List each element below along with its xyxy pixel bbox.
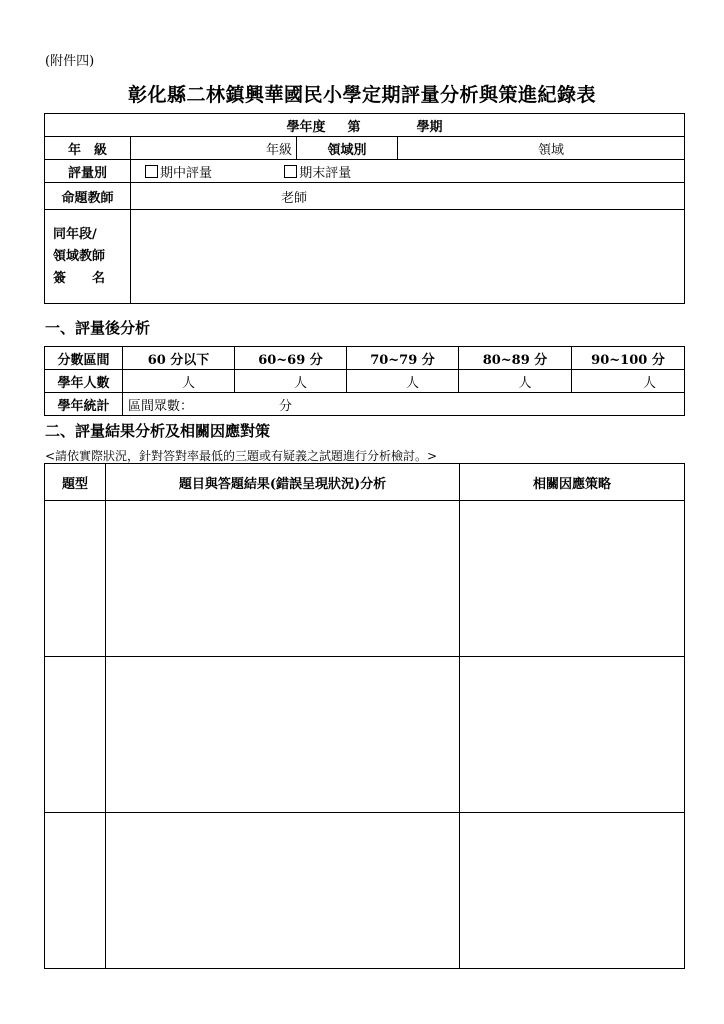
strategy-cell[interactable]: [460, 813, 685, 969]
section2-heading: 二、評量結果分析及相關因應對策: [45, 422, 271, 440]
table-row: [45, 813, 685, 969]
page-title: 彰化縣二林鎮興華國民小學定期評量分析與策進紀錄表: [127, 84, 596, 106]
analysis-table: [44, 463, 685, 969]
stats-field[interactable]: 區間眾數： 分: [123, 393, 685, 416]
range-cell: 80~89 分: [459, 347, 572, 370]
header-table: [44, 113, 685, 304]
table-row: [45, 501, 685, 657]
type-cell[interactable]: [45, 657, 106, 813]
section1-heading: 一、評量後分析: [45, 319, 151, 337]
range-cell: 60~69 分: [235, 347, 347, 370]
type-cell[interactable]: [45, 813, 106, 969]
analysis-cell[interactable]: [106, 657, 460, 813]
people-cell[interactable]: 人: [123, 370, 235, 393]
exam-type-label: 評量別: [45, 160, 131, 183]
stats-label: 學年統計: [45, 393, 123, 416]
people-cell[interactable]: 人: [459, 370, 572, 393]
domain-field[interactable]: 領域: [398, 137, 685, 160]
people-cell[interactable]: 人: [235, 370, 347, 393]
teacher-field[interactable]: 老師: [131, 183, 685, 210]
grade-label: 年 級: [45, 137, 131, 160]
final-checkbox[interactable]: 期末評量: [284, 166, 351, 181]
strategy-cell[interactable]: [460, 657, 685, 813]
school-year-row: 學年度 第 學期: [45, 114, 685, 137]
section2-note: <請依實際狀況，針對答對率最低的三題或有疑義之試題進行分析檢討。>: [45, 449, 438, 463]
column-header-type: 題型: [45, 464, 106, 501]
table-row: [45, 657, 685, 813]
signature-field[interactable]: [131, 210, 685, 304]
grade-field[interactable]: 年級: [131, 137, 297, 160]
strategy-cell[interactable]: [460, 501, 685, 657]
range-cell: 70~79 分: [347, 347, 459, 370]
column-header-strategy: 相關因應策略: [460, 464, 685, 501]
column-header-analysis: 題目與答題結果(錯誤呈現狀況)分析: [106, 464, 460, 501]
attachment-label: (附件四): [45, 54, 95, 69]
domain-label: 領域別: [297, 137, 398, 160]
range-cell: 60 分以下: [123, 347, 235, 370]
signature-label: 同年段/ 領域教師 簽 名: [45, 210, 131, 304]
type-cell[interactable]: [45, 501, 106, 657]
teacher-label: 命題教師: [45, 183, 131, 210]
analysis-cell[interactable]: [106, 501, 460, 657]
people-cell[interactable]: 人: [347, 370, 459, 393]
midterm-checkbox[interactable]: 期中評量: [145, 166, 212, 181]
analysis-cell[interactable]: [106, 813, 460, 969]
score-table: [44, 346, 685, 416]
range-cell: 90~100 分: [572, 347, 685, 370]
range-label: 分數區間: [45, 347, 123, 370]
exam-type-field: [131, 160, 685, 183]
people-cell[interactable]: 人: [572, 370, 685, 393]
people-label: 學年人數: [45, 370, 123, 393]
